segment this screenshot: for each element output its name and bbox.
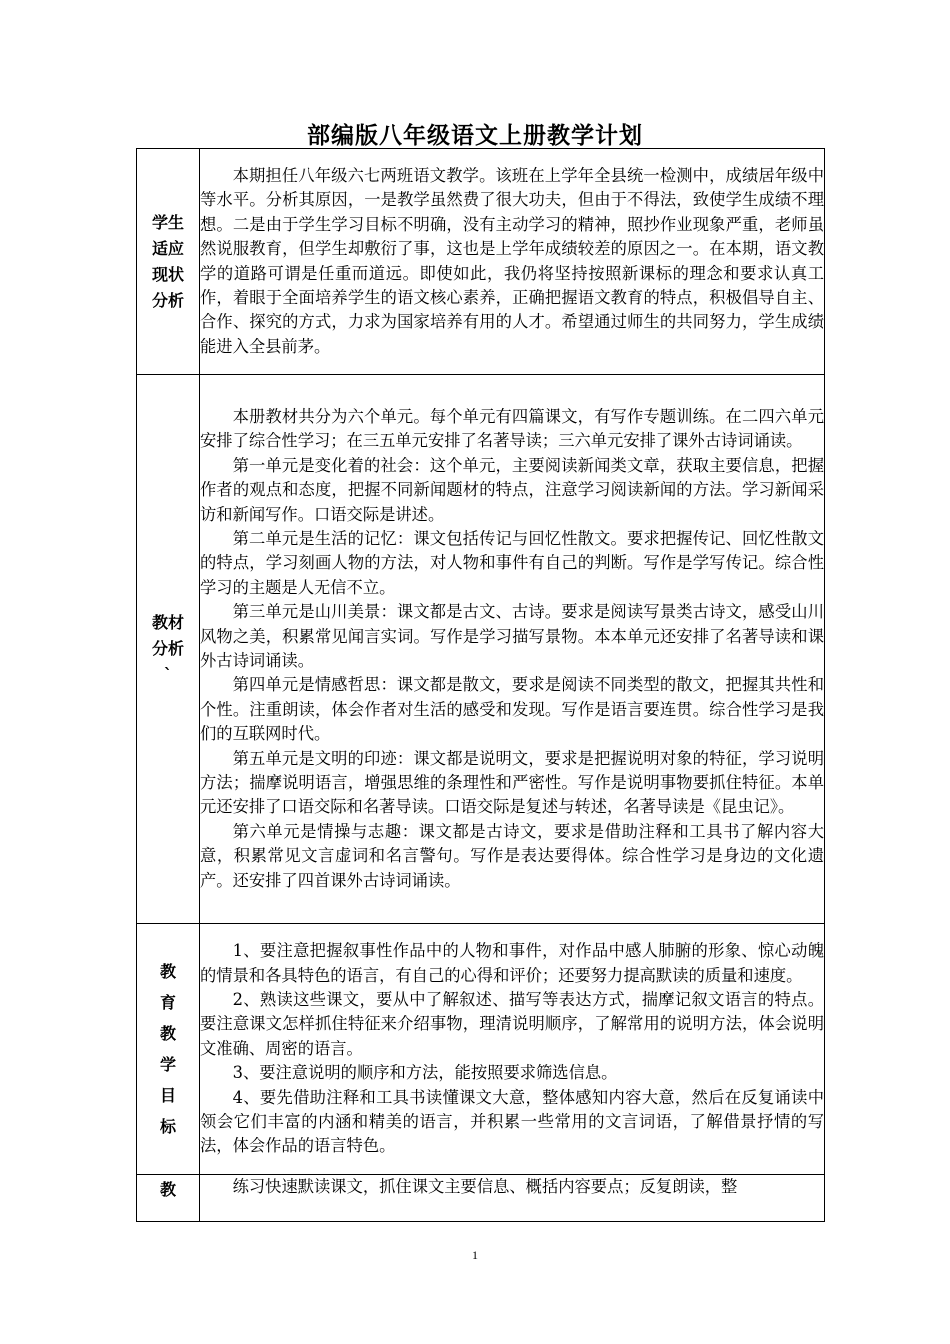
table-row-teaching-goals	[137, 924, 825, 1175]
paragraph: 第五单元是文明的印迹：课文都是说明文，要求是把握说明对象的特征，学习说明方法；揣摩说明语言，增强思维的条理性和严密性。写作是说明事物要抓住特征。本单元还安排了口语交际和名著导读。口语交际是复述与转述，名著导读是《昆虫记》。	[200, 748, 824, 817]
row-content-teaching-goals	[200, 924, 825, 1175]
row-content-student-analysis	[200, 149, 825, 375]
table-row-student-analysis	[137, 149, 825, 375]
paragraph: 4、要先借助注释和工具书读懂课文大意，整体感知内容大意，然后在反复诵读中领会它们丰富的内涵和精美的语言，并积累一些常用的文言词语，了解借景抒情的写法，体会作品的语言特色。	[200, 1087, 824, 1156]
paragraph: 第三单元是山川美景：课文都是古文、古诗。要求是阅读写景类古诗文，感受山川风物之美，积累常见闻言实词。写作是学习描写景物。本本单元还安排了名著导读和课外古诗词诵读。	[200, 602, 824, 670]
paragraph: 第二单元是生活的记忆：课文包括传记与回忆性散文。要求把握传记、回忆性散文的特点，学习刻画人物的方法，对人物和事件有自己的判断。写作是学写传记。综合性学习的主题是人无信不立。	[200, 528, 824, 597]
paragraph: 1、要注意把握叙事性作品中的人物和事件，对作品中感人肺腑的形象、惊心动魄的情景和各具特色的语言，有自己的心得和评价；还要努力提高默读的质量和速度。	[200, 941, 824, 985]
paragraph: 第一单元是变化着的社会：这个单元，主要阅读新闻类文章，获取主要信息，把握作者的观点和态度，把握不同新闻题材的特点，注意学习阅读新闻的方法。学习新闻采访和新闻写作。口语交际是讲述。	[200, 455, 824, 524]
paragraph: 第六单元是情操与志趣：课文都是古诗文，要求是借助注释和工具书了解内容大意，积累常见文言虚词和名言警句。写作是表达要得体。综合性学习是身边的文化遗产。还安排了四首课外古诗词诵读。	[200, 821, 824, 890]
row-content-teaching-partial	[200, 1175, 825, 1222]
row-content-textbook-analysis	[200, 375, 825, 924]
paragraph: 本册教材共分为六个单元。每个单元有四篇课文，有写作专题训练。在二四六单元安排了综合性学习；在三五单元安排了名著导读；三六单元安排了课外古诗词诵读。	[200, 406, 824, 451]
page-number: 1	[472, 1248, 478, 1262]
teaching-plan-table	[136, 148, 825, 1222]
row-label-teaching-goals: 教育教学目标	[137, 924, 200, 1175]
table-row-textbook-analysis	[137, 375, 825, 924]
row-label-student-analysis: 学生适应现状分析	[137, 149, 200, 375]
paragraph: 3、要注意说明的顺序和方法，能按照要求筛选信息。	[232, 1063, 618, 1083]
row-label-textbook-analysis: 教材分析`	[137, 375, 200, 924]
paragraph: 第四单元是情感哲思：课文都是散文，要求是阅读不同类型的散文，把握其共性和个性。注重朗读，体会作者对生活的感受和发现。写作是语言要连贯。综合性学习是我们的互联网时代。	[200, 675, 824, 744]
row-label-teaching-partial: 教	[137, 1175, 200, 1222]
table-row-teaching-partial	[137, 1175, 825, 1222]
page-title: 部编版八年级语文上册教学计划	[307, 123, 643, 149]
paragraph: 练习快速默读课文，抓住课文主要信息、概括内容要点；反复朗读，整	[232, 1177, 738, 1196]
paragraph: 2、熟读这些课文，要从中了解叙述、描写等表达方式，揣摩记叙文语言的特点。要注意课文怎样抓住特征来介绍事物，理清说明顺序，了解常用的说明方法，体会说明文准确、周密的语言。	[200, 989, 824, 1058]
paragraph: 本期担任八年级六七两班语文教学。该班在上学年全县统一检测中，成绩居年级中等水平。分析其原因，一是教学虽然费了很大功夫，但由于不得法，致使学生成绩不理想。二是由于学生学习目标不明确，没有主动学习的精神，照抄作业现象严重，老师虽然说服教育，但学生却敷衍了事，这也是上学年成绩较差的原因之一。在本期，语文教学的道路可谓是任重而道远。即使如此，我仍将坚持按照新课标的理念和要求认真工作，着眼于全面培养学生的语文核心素养，正确把握语文教育的特点，积极倡导自主、合作、探究的方式，力求为国家培养有用的人才。希望通过师生的共同努力，学生成绩能进入全县前茅。	[200, 165, 824, 356]
